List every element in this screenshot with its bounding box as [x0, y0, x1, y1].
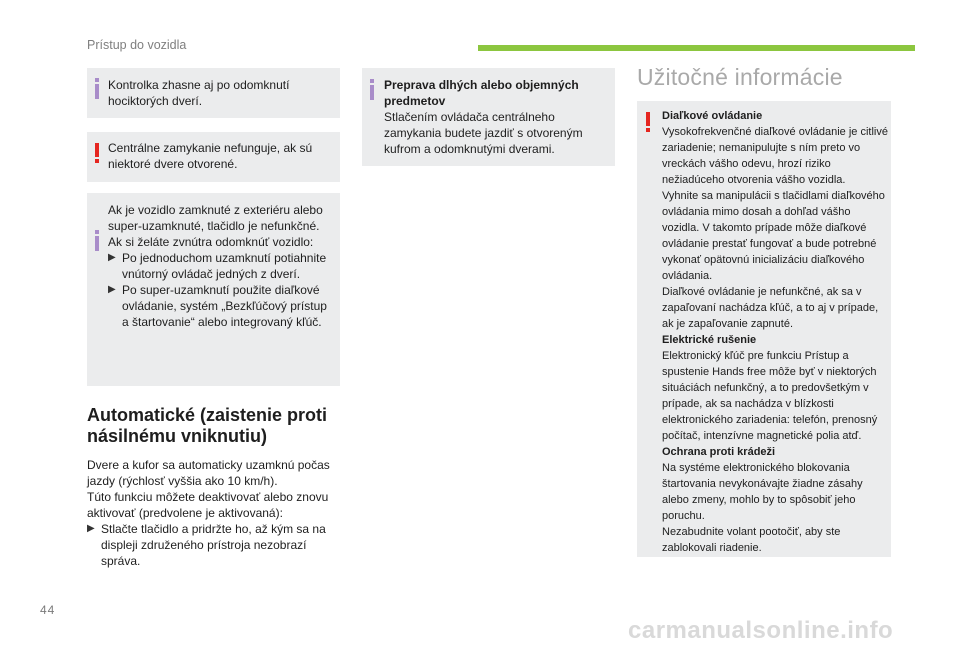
- info-box-1: [87, 68, 340, 118]
- list-item: ▶ Stlačte tlačidlo a pridržte ho, až kým sa na displeji združeného prístroja nezobrazí správa.: [87, 522, 326, 568]
- arrow-bullet-icon: ▶: [108, 252, 116, 263]
- remote-p2: Vyhnite sa manipulácii s tlačidlami diaľkového ovládania mimo dosah a dohľad vášho vozidla. V takomto prípade môže diaľkové ovládanie prestať fungovať a bude potrebné vykonať opätovnú inicializáciu diaľkového ovládania.: [662, 190, 885, 282]
- section-title: Prístup do vozidla: [87, 38, 187, 52]
- info-lead: Ak si želáte zvnútra odomknúť vozidlo:: [108, 235, 314, 249]
- info-intro: Ak je vozidlo zamknuté z exteriéru alebo super-uzamknuté, tlačidlo je nefunkčné.: [108, 203, 323, 233]
- antitheft-title: Ochrana proti krádeži: [662, 446, 776, 458]
- arrow-bullet-icon: ▶: [87, 523, 95, 534]
- info-box-3: [362, 68, 615, 166]
- auto-body: [87, 457, 342, 569]
- warning-text: [662, 108, 888, 556]
- remote-p1: Vysokofrekvenčné diaľkové ovládanie je citlivé zariadenie; nemanipulujte s ním preto vo vreckách vášho odevu, hrozí riziko nežiadúceho otvorenia vášho vozidla.: [662, 126, 888, 186]
- info-icon: [370, 79, 374, 100]
- useful-heading: Užitočné informácie: [637, 64, 843, 90]
- info-icon: [95, 78, 99, 99]
- antitheft-p1: Na systéme elektronického blokovania štartovania nevykonávajte žiadne zásahy alebo zmeny, mohlo by to spôsobiť jeho poruchu.: [662, 462, 863, 522]
- info-body: Stlačením ovládača centrálneho zamykania budete jazdiť s otvoreným kufrom a odomknutými dverami.: [384, 110, 583, 156]
- list-item: ▶ Po jednoduchom uzamknutí potiahnite vnútorný ovládač jedných z dverí.: [108, 251, 327, 281]
- interference-title: Elektrické rušenie: [662, 334, 757, 346]
- auto-p2: Túto funkciu môžete deaktivovať alebo znovu aktivovať (predvolene je aktivovaná):: [87, 490, 329, 520]
- warning-box-2: [637, 101, 891, 557]
- warning-icon: [646, 112, 650, 132]
- remote-p3: Diaľkové ovládanie je nefunkčné, ak sa v zapaľovaní nachádza kľúč, a to aj v prípade, ak je zapaľovanie zapnuté.: [662, 286, 879, 330]
- info-title: Preprava dlhých alebo objemných predmetov: [384, 78, 579, 108]
- page-number: 44: [40, 603, 56, 617]
- auto-p1: Dvere a kufor sa automaticky uzamknú počas jazdy (rýchlosť vyššia ako 10 km/h).: [87, 458, 330, 488]
- info-text: Kontrolka zhasne aj po odomknutí hociktorých dverí.: [108, 78, 290, 108]
- info-icon: [95, 230, 99, 251]
- info-box-2: [87, 193, 340, 386]
- watermark: carmanualsonline.info: [628, 617, 894, 644]
- section-heading: Automatické (zaistenie proti násilnému vniknutiu): [87, 405, 328, 446]
- header-rule: [478, 45, 915, 51]
- antitheft-p2: Nezabudnite volant pootočiť, aby ste zablokovali riadenie.: [662, 526, 841, 554]
- warning-icon: [95, 143, 99, 163]
- warning-text: Centrálne zamykanie nefunguje, ak sú niektoré dvere otvorené.: [108, 141, 313, 171]
- interference-p1: Elektronický kľúč pre funkciu Prístup a spustenie Hands free môže byť v niektorých situáciách nefunkčný, a to predovšetkým v prípade, ak sa nachádza v blízkosti elektronického zariadenia: telefón, prenosný počítač, intenzívne magnetické polia atď.: [662, 350, 878, 442]
- remote-title: Diaľkové ovládanie: [662, 110, 763, 122]
- info-text: [108, 202, 336, 330]
- list-item: ▶ Po super-uzamknutí použite diaľkové ovládanie, systém „Bezkľúčový prístup a štartovanie“ alebo integrovaný kľúč.: [108, 283, 327, 329]
- arrow-bullet-icon: ▶: [108, 284, 116, 295]
- warning-box-1: [87, 132, 340, 182]
- info-text: [384, 77, 609, 157]
